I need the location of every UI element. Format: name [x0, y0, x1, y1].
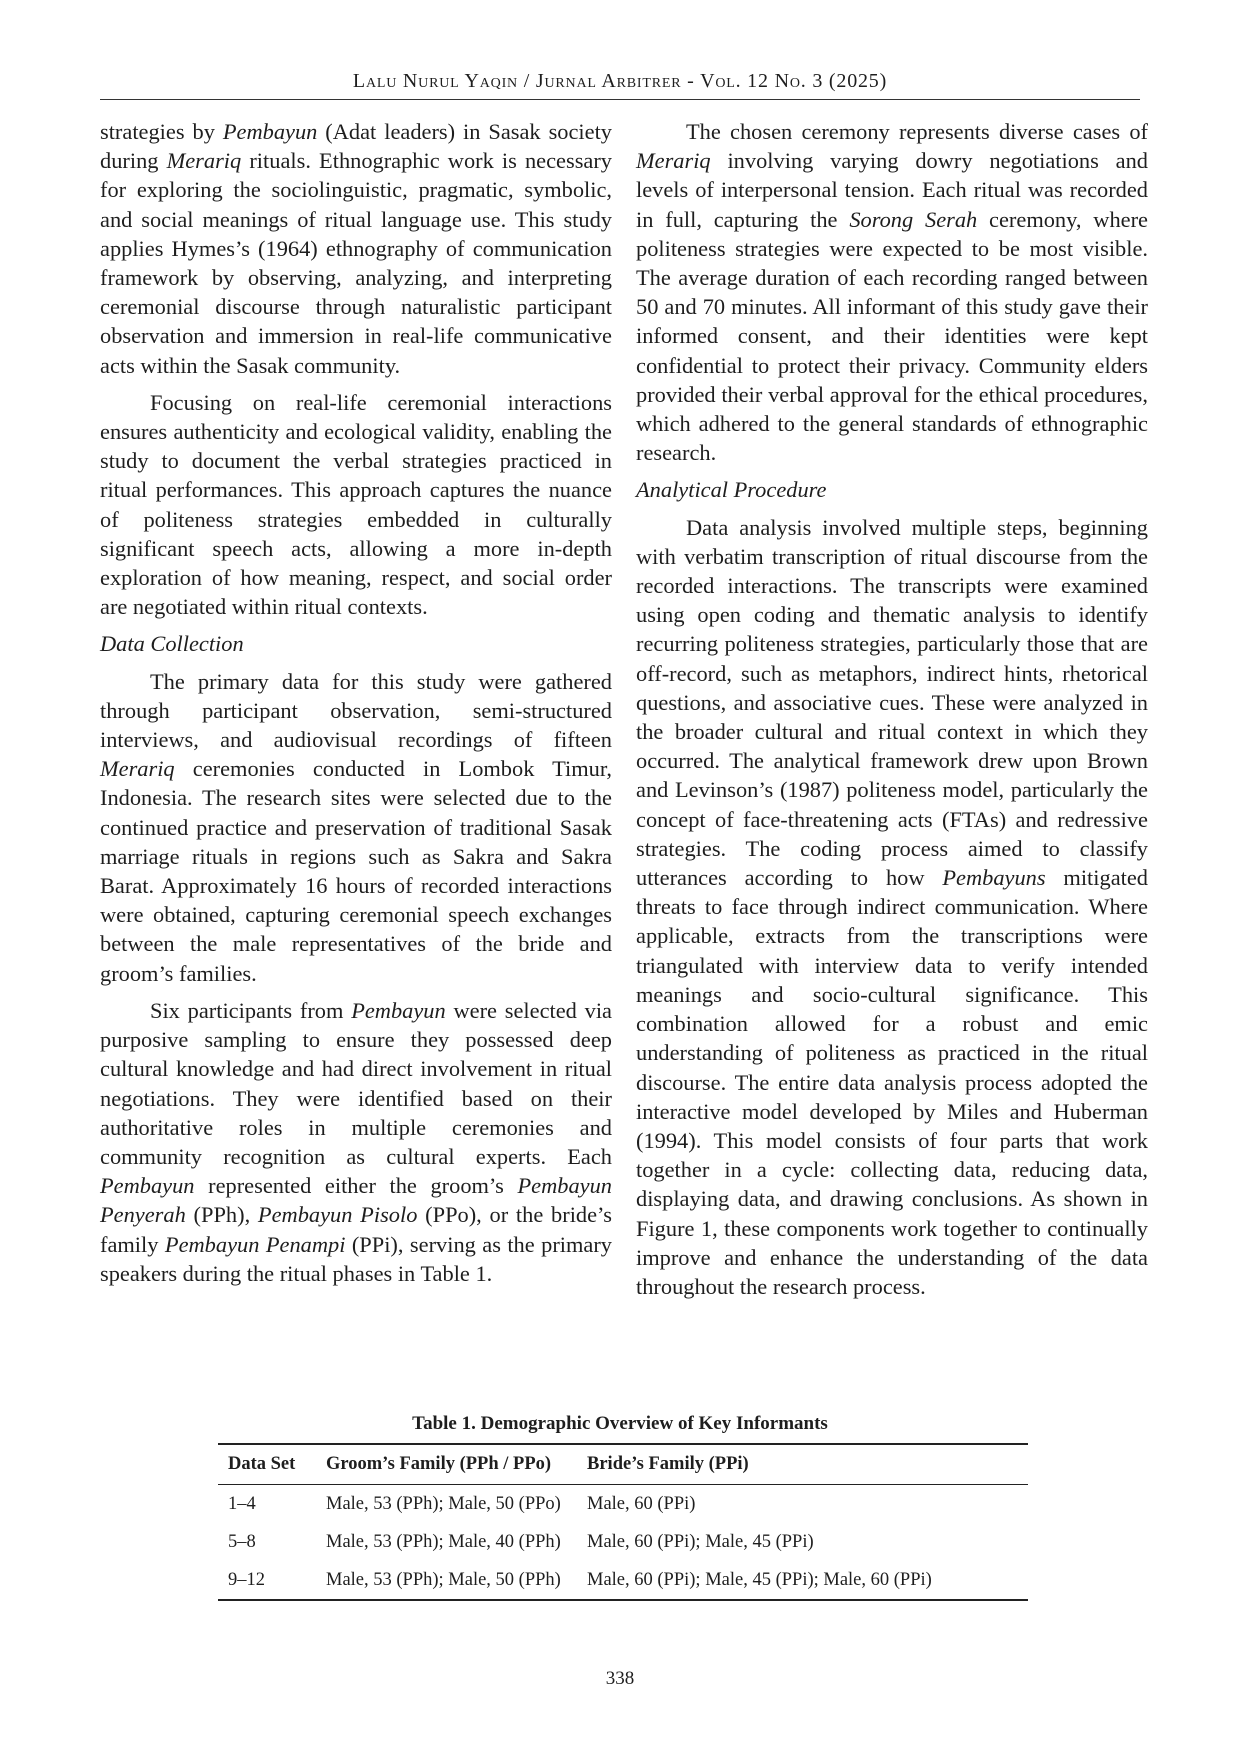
table-caption: Table 1. Demographic Overview of Key Informants	[412, 1413, 828, 1434]
text-span: The chosen ceremony represents diverse cases of	[686, 119, 1148, 144]
cell-data-set: 9–12	[218, 1561, 316, 1600]
text-span: (PPo), or the bride’s family	[100, 1202, 612, 1257]
paragraph-intro-continued	[100, 117, 612, 380]
text-span: rituals. Ethnographic work is necessary for exploring the sociolinguistic, pragmatic, symbolic, and social meanings of ritual language use. This study applies Hymes’s (1964) ethnography of communication framework by observing, analyzing, and interpreting ceremonial discourse through naturalistic participant observation and immersion in real-life communicative acts within the Sasak community.	[100, 148, 613, 378]
paragraph-chosen-ceremony	[636, 117, 1148, 467]
table-row	[218, 1561, 1028, 1600]
informants-table	[218, 1443, 1028, 1601]
term-pembayun-pisolo: Pembayun Pisolo	[257, 1202, 418, 1228]
text-span: strategies by	[100, 119, 223, 144]
term-pembayun-penyerah: Pembayun Penyerah	[100, 1173, 612, 1228]
text-span: were selected via purposive sampling to ensure they possessed deep cultural knowledge and had direct involvement in ritual negotiations. They were identified based on their authoritative roles in multiple ceremonies and community recognition as cultural experts. Each	[100, 997, 612, 1169]
text-span: (PPh),	[185, 1202, 258, 1228]
text-span: involving varying dowry negotiations and levels of interpersonal tension. Each ritual was recorded in full, capturing the	[636, 148, 1148, 232]
term-pembayun: Pembayun	[351, 997, 446, 1023]
cell-bride-family: Male, 60 (PPi); Male, 45 (PPi)	[587, 1531, 814, 1552]
term-merariq: Merariq	[100, 756, 175, 782]
column-header-data-set: Data Set	[218, 1444, 316, 1485]
term-merariq: Merariq	[636, 148, 711, 174]
text-span: (PPi), serving as the primary speakers during the ritual phases in Table 1.	[100, 1231, 612, 1286]
term-pembayun: Pembayun	[222, 119, 318, 144]
right-column	[636, 117, 1148, 1309]
cell-groom-family: Male, 53 (PPh); Male, 50 (PPh)	[316, 1561, 577, 1600]
column-header-groom-family: Groom’s Family (PPh / PPo)	[316, 1444, 577, 1485]
text-span: ceremonies conducted in Lombok Timur, Indonesia. The research sites were selected due to the continued practice and preservation of traditional Sasak marriage rituals in regions such as Sakra and Sakra Barat. Approximately 16 hours of recorded interactions were obtained, capturing ceremonial speech exchanges between the male representatives of the bride and groom’s families.	[100, 756, 612, 986]
term-pembayuns: Pembayuns	[942, 865, 1046, 891]
running-head: Lalu Nurul Yaqin / Jurnal Arbitrer - Vol. 12 No. 3 (2025)	[352, 70, 888, 92]
term-sorong-serah: Sorong Serah	[849, 206, 978, 232]
column-header-bride-family: Bride’s Family (PPi)	[577, 1444, 1028, 1485]
paragraph-focusing: Focusing on real-life ceremonial interactions ensures authenticity and ecological validity, enabling the study to document the verbal strategies practiced in ritual performances. This approach captures the nuance of politeness strategies embedded in culturally significant speech acts, allowing a more in-depth exploration of how meaning, respect, and social order are negotiated within ritual contexts.	[100, 389, 612, 620]
paragraph-participants	[100, 996, 612, 1288]
term-merariq: Merariq	[166, 148, 242, 174]
table-row	[218, 1523, 1028, 1561]
text-span: Data analysis involved multiple steps, beginning with verbatim transcription of ritual discourse from the recorded interactions. The transcripts were examined using open coding and thematic analysis to identify recurring politeness strategies, particularly those that are off-record, such as metaphors, indirect hints, rhetorical questions, and associative cues. These were analyzed in the broader cultural and ritual context in which they occurred. The analytical framework drew upon Brown and Levinson’s (1987) politeness model, particularly the concept of face-threatening acts (FTAs) and redressive strategies. The coding process aimed to classify utterances according to how	[636, 514, 1148, 891]
text-span: mitigated threats to face through indirect communication. Where applicable, extracts from the transcriptions were triangulated with interview data to verify intended meanings and socio-cultural significance. This combination allowed for a robust and emic understanding of politeness as practiced in the ritual discourse. The entire data analysis process adopted the interactive model developed by Miles and Huberman (1994). This model consists of four parts that work together in a cycle: collecting data, reducing data, displaying data, and drawing conclusions. As shown in Figure 1, these components work together to continually improve and enhance the understanding of the data throughout the research process.	[636, 865, 1148, 1299]
text-span: Six participants from	[150, 997, 352, 1023]
cell-bride-family: Male, 60 (PPi); Male, 45 (PPi); Male, 60 (PPi)	[577, 1561, 1028, 1600]
text-span: represented either the groom’s	[194, 1173, 518, 1199]
table-header-row	[218, 1444, 1028, 1485]
cell-data-set: 5–8	[228, 1531, 256, 1552]
heading-analytical-procedure: Analytical Procedure	[636, 477, 827, 503]
page-number: 338	[605, 1668, 635, 1689]
table-row	[218, 1485, 1028, 1524]
paragraph-primary-data	[100, 667, 612, 988]
term-pembayun-penampi: Pembayun Penampi	[164, 1231, 346, 1257]
cell-bride-family: Male, 60 (PPi)	[587, 1493, 696, 1514]
text-span: (Adat leaders) in Sasak society during	[100, 119, 612, 174]
cell-groom-family: Male, 53 (PPh); Male, 40 (PPh)	[326, 1531, 561, 1552]
cell-data-set: 1–4	[228, 1493, 256, 1514]
paragraph-data-analysis	[636, 513, 1148, 1301]
term-pembayun: Pembayun	[100, 1173, 195, 1199]
text-span: The primary data for this study were gathered through participant observation, semi-structured interviews, and audiovisual recordings of fifteen	[100, 668, 612, 753]
header-rule	[100, 99, 1140, 100]
heading-data-collection: Data Collection	[100, 631, 244, 657]
text-span: ceremony, where politeness strategies were expected to be most visible. The average duration of each recording ranged between 50 and 70 minutes. All informant of this study gave their informed consent, and their identities were kept confidential to protect their privacy. Community elders provided their verbal approval for the ethical procedures, which adhered to the general standards of ethnographic research.	[636, 206, 1148, 466]
left-column	[100, 117, 612, 1296]
cell-groom-family: Male, 53 (PPh); Male, 50 (PPo)	[326, 1493, 561, 1514]
